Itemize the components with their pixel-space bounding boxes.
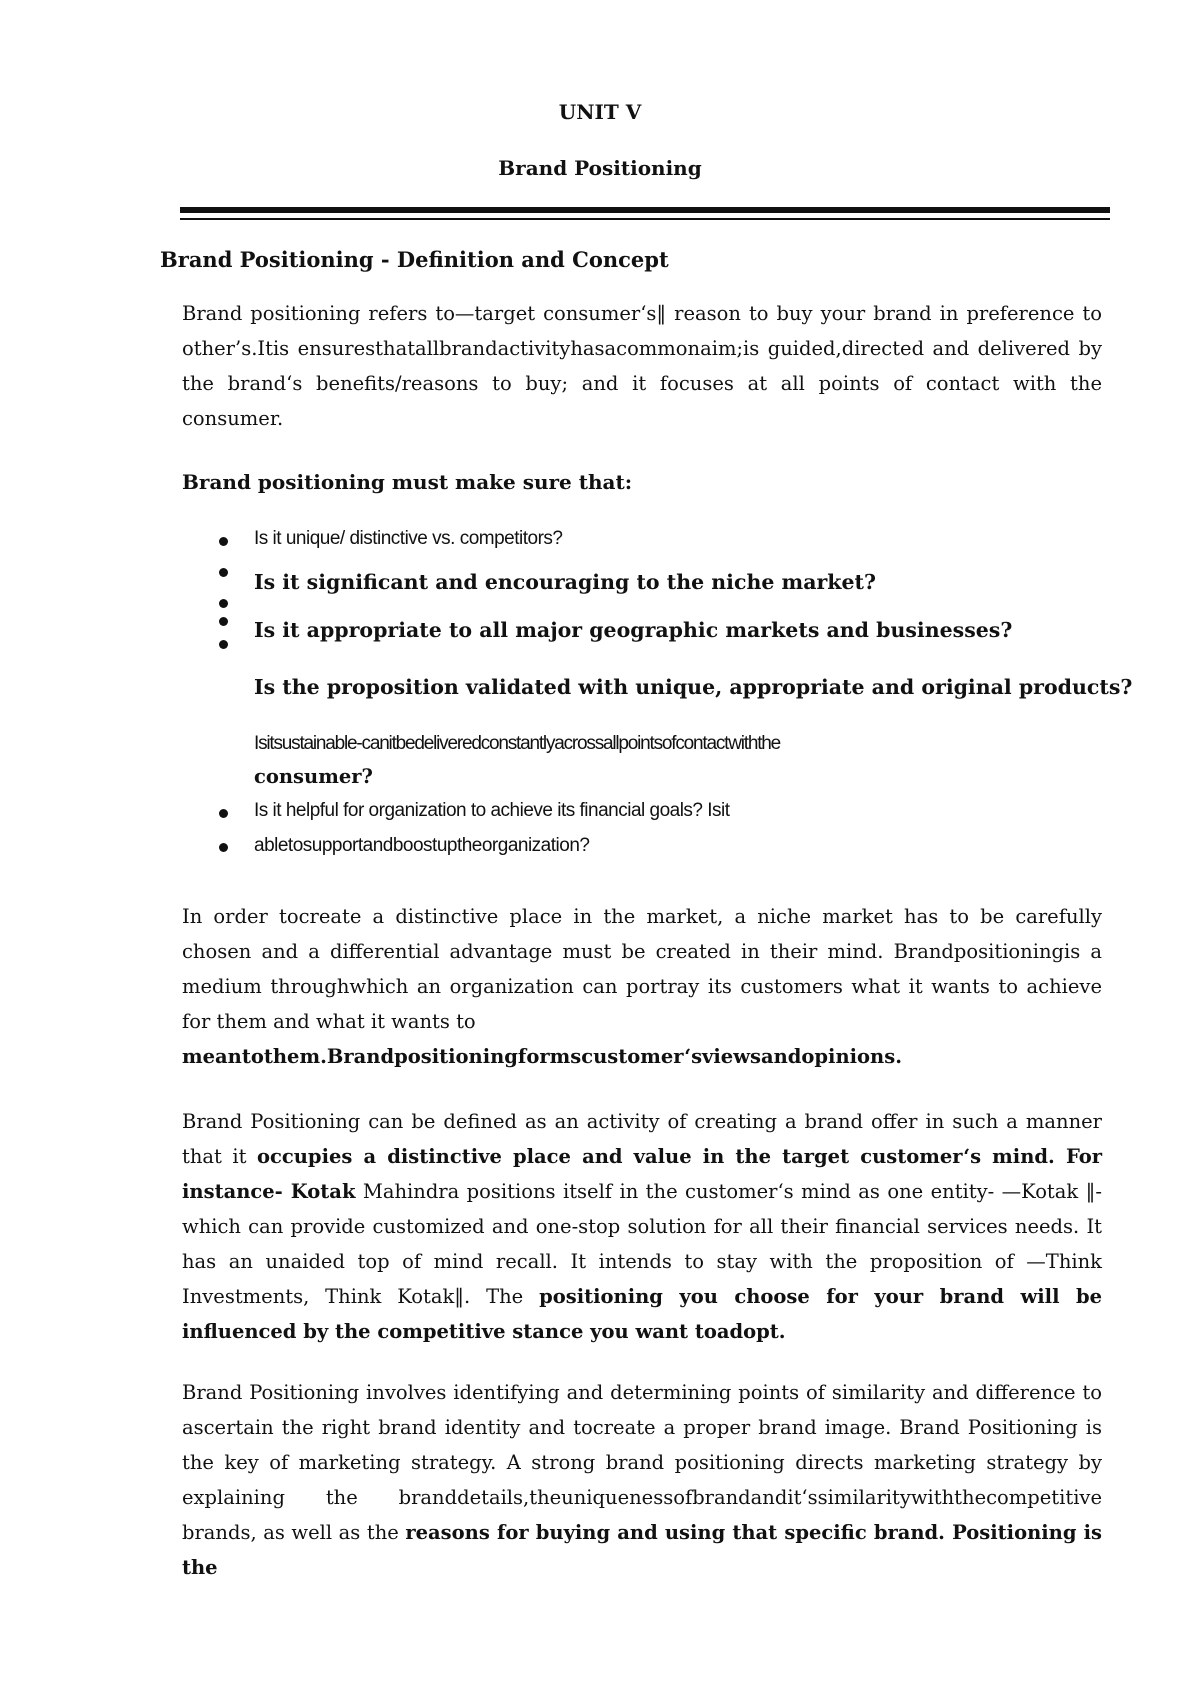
section-heading: Brand Positioning - Definition and Concept bbox=[160, 247, 669, 272]
checklist-heading: Brand positioning must make sure that: bbox=[182, 470, 633, 494]
bullet-dot bbox=[219, 617, 228, 626]
list-item: Is it unique/ distinctive vs. competitors? bbox=[254, 528, 563, 549]
list-item: Is the proposition validated with unique, appropriate and original products? bbox=[254, 675, 1133, 699]
bullet-dot bbox=[219, 640, 228, 649]
title-rule-thin bbox=[180, 218, 1110, 220]
list-item: Is it appropriate to all major geographic markets and businesses? bbox=[254, 618, 1013, 642]
list-item: consumer? bbox=[254, 765, 373, 788]
list-item: Isitsustainable-canitbedeliveredconstantlyacrossallpointsofcontactwiththe bbox=[254, 733, 781, 754]
bullet-dot bbox=[219, 809, 228, 818]
list-item: Is it helpful for organization to achieve its financial goals? Isit bbox=[254, 800, 730, 821]
definition-paragraph: Brand positioning refers to—target consumer‘s‖ reason to buy your brand in preference to other’s.Itis ensuresthatallbrandactivityhasacommonaim;is guided,directed and delivered by the brand‘s benefits/reasons to buy; and it focuses at all points of contact with the consumer. bbox=[182, 302, 1102, 430]
niche-market-paragraph: In order tocreate a distinctive place in the market, a niche market has to be carefully chosen and a differential advantage must be created in their mind. Brandpositioningis a medium throughwhich an organization can portray its customers what it wants to achieve for them and what it wants to meantothem.Brandpositioningformscustomer‘sviewsandopinions. bbox=[182, 905, 1102, 1068]
bullet-dot bbox=[219, 843, 228, 852]
page-title: Brand Positioning bbox=[498, 156, 702, 180]
list-item: Is it significant and encouraging to the niche market? bbox=[254, 570, 877, 594]
bullet-dot bbox=[219, 568, 228, 577]
bullet-dot bbox=[219, 537, 228, 546]
bullet-dot bbox=[219, 599, 228, 608]
identity-paragraph: Brand Positioning involves identifying and determining points of similarity and difference to ascertain the right brand identity and tocreate a proper brand image. Brand Positioning is the key of marketing strategy. A strong brand positioning directs marketing strategy by explaining the branddetails,theuniquenessofbrandandit‘ssimilaritywiththecompetitive brands, as well as the reasons for buying and using that specific brand. Positioning is the bbox=[182, 1381, 1102, 1579]
title-rule-thick bbox=[180, 207, 1110, 213]
unit-label: UNIT V bbox=[558, 100, 642, 124]
list-item: abletosupportandboostuptheorganization? bbox=[254, 835, 590, 856]
definition-example-paragraph: Brand Positioning can be defined as an activity of creating a brand offer in such a manner that it occupies a distinctive place and value in the target customer‘s mind. For instance- Kotak Mahindra positions itself in the customer‘s mind as one entity- —Kotak ‖- which can provide customized and one-stop solution for all their financial services needs. It has an unaided top of mind recall. It intends to stay with the proposition of —Think Investments, Think Kotak‖. The positioning you choose for your brand will be influenced by the competitive stance you want toadopt. bbox=[182, 1110, 1102, 1343]
